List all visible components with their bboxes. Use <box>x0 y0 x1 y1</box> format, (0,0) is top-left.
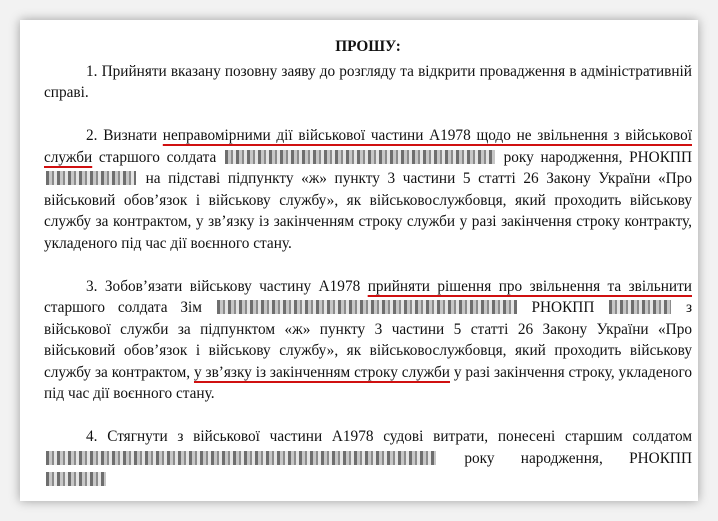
redacted-name <box>225 150 495 164</box>
redacted-tax-id <box>609 300 671 314</box>
item-2 <box>44 125 692 254</box>
redacted-tax-id <box>46 171 136 185</box>
item-4 <box>44 426 692 491</box>
item-2-birth: року народження, РНОКПП <box>503 148 692 166</box>
redacted-name-and-birthdate <box>217 300 517 314</box>
item-3-basis: з військової служби за підпунктом «ж» пункту 3 частини 5 статті 26 Закону України «Про військовий обов’язок і військову службу», як військовослужбовця, який проходить військову службу за контрактом, <box>44 299 692 381</box>
item-2-rank: старшого солдата <box>92 148 217 166</box>
item-2-intro: 2. Визнати <box>86 127 163 144</box>
item-2-basis: на підставі підпункту «ж» пункту 3 частини 5 статті 26 Закону України «Про військовий обов’язок і військову службу», як військовослужбовця, який проходить військову службу за контрактом, у зв’язку із закінченням строку служби у разі закінчення строку контракту, укладеного під час дії воєнного стану. <box>44 170 692 252</box>
item-1 <box>44 61 692 104</box>
heading: ПРОШУ: <box>335 38 401 55</box>
item-3-rank: старшого солдата Зім <box>44 299 202 316</box>
redacted-tax-id <box>46 472 106 486</box>
item-3-taxid-label: РНОКПП <box>531 299 595 316</box>
item-4-intro: 4. Стягнути з військової частини А1978 судові витрати, понесені старшим солдатом <box>86 428 692 445</box>
document-page <box>20 20 698 501</box>
item-2-underlined-claim: неправомірними дії військової частини А1978 щодо не звільнення з військової служби <box>44 127 692 166</box>
item-3-intro: 3. Зобов’язати військову частину А1978 <box>86 277 368 295</box>
item-4-birth: року народження, РНОКПП <box>464 449 692 467</box>
item-3-underlined-demand: прийняти рішення про звільнення та звільнити <box>367 277 692 295</box>
redacted-name-and-birthdate <box>46 451 436 465</box>
item-3-ending: у разі закінчення строку, укладеного під час дії воєнного стану. <box>44 363 693 402</box>
item-1-text: 1. Прийняти вказану позовну заяву до розгляду та відкрити провадження в адміністративній справі. <box>44 62 692 101</box>
document-body <box>44 36 692 491</box>
item-3-underlined-reason: у зв’язку із закінченням строку служби <box>193 363 450 381</box>
item-3 <box>44 276 692 405</box>
